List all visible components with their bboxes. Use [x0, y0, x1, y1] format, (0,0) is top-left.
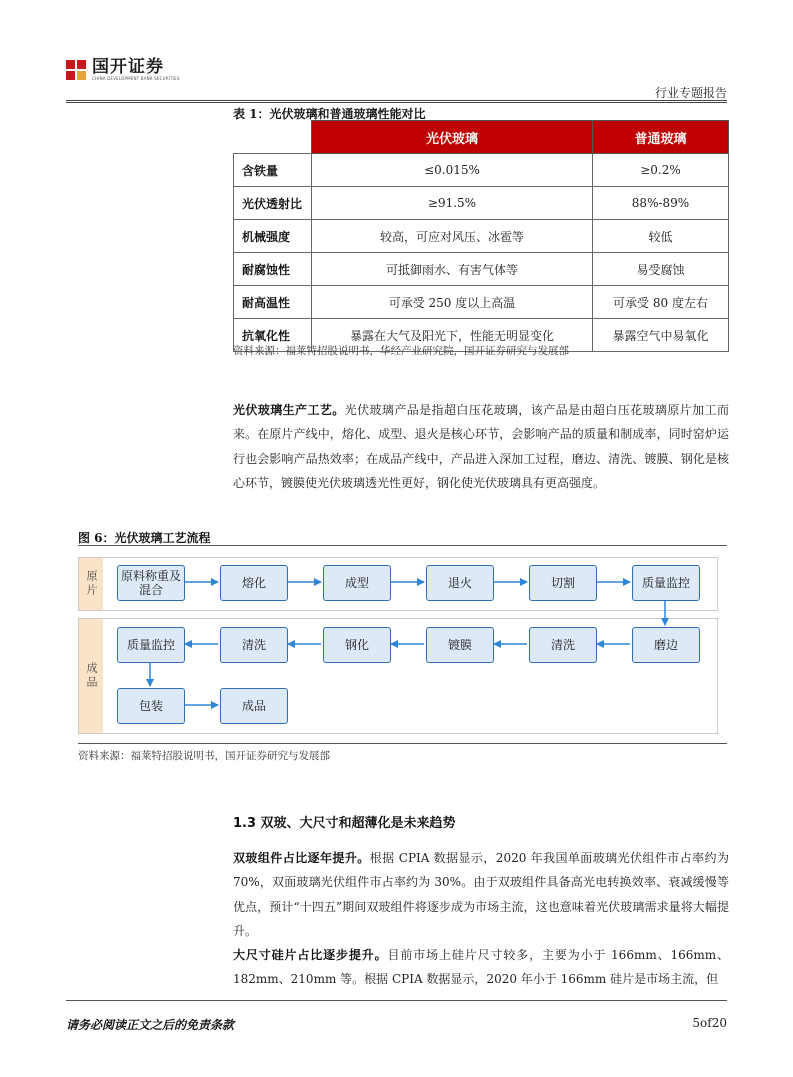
flow-step-quality-check-final: 质量监控 [117, 627, 185, 663]
paragraph-production-process [233, 398, 729, 495]
row-header: 抗氧化性 [234, 319, 312, 352]
table-row [234, 154, 729, 187]
table-header-cell: 光伏玻璃 [312, 121, 593, 154]
table-cell: ≤0.015% [312, 154, 593, 187]
section-heading: 1.3 双玻、大尺寸和超薄化是未来趋势 [233, 816, 456, 831]
row-header: 耐高温性 [234, 286, 312, 319]
comparison-table [233, 120, 729, 352]
flow-step-forming: 成型 [323, 565, 391, 601]
flow-step-quality-check-raw: 质量监控 [632, 565, 700, 601]
flow-step-packaging: 包装 [117, 688, 185, 724]
report-type: 行业专题报告 [654, 86, 727, 100]
flow-step-cleaning-2: 清洗 [220, 627, 288, 663]
logo-name: 国开证券 [92, 57, 164, 77]
page-number: 5of20 [692, 1016, 727, 1030]
figure-source: 资料来源：福莱特招股说明书，国开证券研究与发展部 [78, 750, 330, 762]
table-header-row [234, 121, 729, 154]
logo-mark-icon [66, 60, 86, 80]
figure-top-rule [78, 545, 727, 546]
paragraph-lead: 光伏玻璃生产工艺。 [233, 403, 345, 417]
row-header: 光伏透射比 [234, 187, 312, 220]
table-cell: ≥0.2% [593, 154, 729, 187]
header-divider-secondary [66, 102, 727, 103]
table-header-cell: 普通玻璃 [593, 121, 729, 154]
figure-bottom-rule [78, 743, 727, 744]
row-header: 含铁量 [234, 154, 312, 187]
table-cell: ≥91.5% [312, 187, 593, 220]
paragraph-text: 目前市场上硅片尺寸较多，主要为小于 166mm、166mm、182mm、210mm 等。根据 CPIA 数据显示，2020 年小于 166mm 硅片是市场主流，但 [233, 948, 729, 987]
paragraph-lead: 大尺寸硅片占比逐步提升。 [233, 948, 388, 962]
flow-step-melting: 熔化 [220, 565, 288, 601]
table-cell: 88%-89% [593, 187, 729, 220]
paragraph-text: 光伏玻璃产品是指超白压花玻璃，该产品是由超白压花玻璃原片加工而来。在原片产线中，熔化、成型、退火是核心环节，会影响产品的质量和制成率，同时窑炉运行也会影响产品热效率；在成品产线中，产品进入深加工过程，磨边、清洗、镀膜、钢化是核心环节，镀膜使光伏玻璃透光性更好，钢化使光伏玻璃具有更高强度。 [233, 403, 729, 490]
company-logo [66, 58, 180, 82]
paragraph-text: 根据 CPIA 数据显示，2020 年我国单面玻璃光伏组件市占率约为 70%，双面玻璃光伏组件市占率约为 30%。由于双玻组件具备高光电转换效率、衰减缓慢等优点，预计“十四五”期间双玻组件将逐步成为市场主流，这也意味着光伏玻璃需求量将大幅提升。 [233, 851, 729, 938]
header-divider [66, 100, 727, 101]
flow-step-cleaning-1: 清洗 [529, 627, 597, 663]
logo-english-name: CHINA DEVELOPMENT BANK SECURITIES [92, 76, 180, 81]
table-source: 资料来源：福莱特招股说明书，华经产业研究院，国开证券研究与发展部 [233, 345, 569, 357]
figure-caption: 图 6：光伏玻璃工艺流程 [78, 531, 211, 545]
table-cell: 暴露空气中易氧化 [593, 319, 729, 352]
table-row [234, 253, 729, 286]
table-caption: 表 1：光伏玻璃和普通玻璃性能对比 [233, 107, 426, 121]
table-cell: 可承受 250 度以上高温 [312, 286, 593, 319]
table-row [234, 220, 729, 253]
flow-step-tempering: 钢化 [323, 627, 391, 663]
table-cell: 可承受 80 度左右 [593, 286, 729, 319]
flow-step-edging: 磨边 [632, 627, 700, 663]
flow-step-cutting: 切割 [529, 565, 597, 601]
panel-label-raw: 原片 [79, 558, 103, 610]
disclaimer-note: 请务必阅读正文之后的免责条款 [66, 1018, 235, 1032]
table-row [234, 187, 729, 220]
paragraph-double-glass [233, 846, 729, 943]
paragraph-large-wafer [233, 943, 729, 992]
table-cell: 较高，可应对风压、冰雹等 [312, 220, 593, 253]
row-header: 耐腐蚀性 [234, 253, 312, 286]
table-cell: 可抵御雨水、有害气体等 [312, 253, 593, 286]
table-row [234, 286, 729, 319]
row-header: 机械强度 [234, 220, 312, 253]
paragraph-lead: 双玻组件占比逐年提升。 [233, 851, 370, 865]
table-cell: 易受腐蚀 [593, 253, 729, 286]
flow-step-finished-product: 成品 [220, 688, 288, 724]
footer-divider [66, 1000, 727, 1001]
panel-label-finished: 成品 [79, 619, 103, 733]
table-cell: 较低 [593, 220, 729, 253]
table-header-cell [234, 121, 312, 154]
flow-step-raw-material: 原料称重及混合 [117, 565, 185, 601]
table-cell: 暴露在大气及阳光下，性能无明显变化 [312, 319, 593, 352]
flow-step-coating: 镀膜 [426, 627, 494, 663]
flow-step-annealing: 退火 [426, 565, 494, 601]
